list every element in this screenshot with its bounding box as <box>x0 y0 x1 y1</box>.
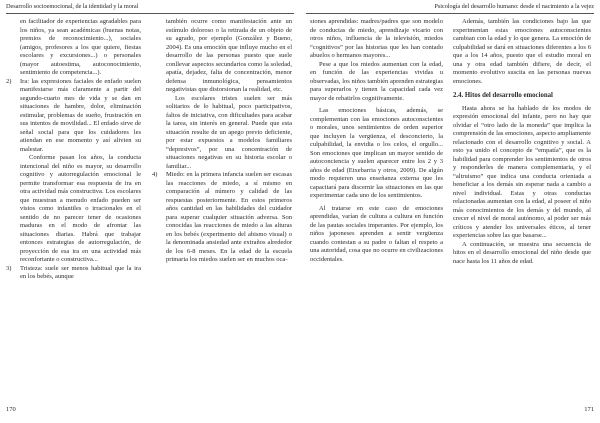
paragraph: Los escolares tristes suelen ser más solitarios de lo habitual, poco participativos, faltos de iniciativa, con dificultades para acabar la tarea, sin interés en general. Puede que esta situación resulte de un apego previo deficiente, por estar expuestos a modelos familiares “depresivos”, por una concentración de situaciones negativas en su historia escolar o familiar... <box>166 94 292 170</box>
left-page-column-2 <box>152 18 292 403</box>
section-heading: 2.4. Hitos del desarrollo emocional <box>453 92 553 99</box>
list-number: 3) <box>6 264 12 272</box>
list-item-ira <box>6 78 141 155</box>
running-head-right: Psicología del desarrollo humano: desde el nacimiento a la vejez <box>434 3 594 10</box>
paragraph: Conforme pasan los años, la conducta intencional del niño es mayor, su desarrollo cognitivo y autorregulación emocional le permite transformar esa respuesta de ira en otra actividad más constructiva. Los escolares que muestran a menudo enfado pueden ser vistos como infantiles o irracionales en el sentido de no parecer tener de ocasiones maduras en el modo de afrontar las situaciones diarias. Habrá que trabajar entonces estrategias de autorregulación, de proyección de esa ira en una actividad más reconfortante o constructiva... <box>20 154 141 263</box>
list-item-miedo <box>152 171 292 265</box>
list-number: 2) <box>6 77 12 85</box>
paragraph: Hasta ahora se ha hablado de los modos de expresión emocional del infante, pero no hay que olvidar el “otro lado de la moneda” que implica la comprensión de las emociones, aspecto ampliamente relacionado con el desarrollo cognitivo y social. A esto ya unido el concepto de “empatía”, que es la habilidad para comprender los sentimientos de otros y responderles de manera complementaria, y el “altruismo” que indica una conducta orientada a beneficiar a los demás sin esperar nada a cambio a nivel individual. Estas y otras conductas relacionadas aumentan con la edad, al poseer el niño más conocimientos de los demás y del mundo, al crecer el nivel de moral autónomo, al poder ser más críticos y atender los universales éticos, al tener experiencias sobre las que basarse... <box>453 104 591 239</box>
left-page-column-1 <box>6 18 141 403</box>
header-rule-left <box>6 13 294 14</box>
running-head-left: Desarrollo socioemocional, de la identidad y la moral <box>6 3 139 10</box>
list-number: 4) <box>152 171 158 178</box>
paragraph: Las emociones básicas, además, se complementan con las emociones autoconscientes o morales, unos sentimientos de orden superior que incluyen la vergüenza, el desconcierto, la culpabilidad, la envidia o los celos, el orgullo... Son emociones que implican un mayor sentido de autoconciencia y suelen aparecer entre los 2 y 3 años de edad (Etxebarria y otros, 2009). De algún modo requieren una enseñanza externa que les capacitará para discernir las situaciones en las que experimentar cada uno de los sentimientos. <box>310 107 443 199</box>
paragraph: A continuación, se muestra una secuencia de hitos en el desarrollo emocional del niño desde que nace hasta los 11 años de edad. <box>453 240 591 265</box>
right-page <box>300 0 600 423</box>
paragraph: Pese a que los miedos aumentan con la edad, en función de las experiencias vividas u observadas, los niños también aprenden estrategias para superarlos y tienen la capacidad cada vez mayor de rebatirlos cognitivamente. <box>310 60 443 102</box>
list-item-text: Miedo: en la primera infancia suelen ser escasas las reacciones de miedo, a sí mismo en comparación al número y calidad de las respuestas posteriormente. En estos primeros años cantidad en las habilidades del cuidador para superar cualquier situación adversa. Son conocidas las reacciones de miedo a las alturas en los bebés (experimento del abismo visual) o la denominada ansiedad ante extraños alrededor de los 6-8 meses. En la edad de la escuela primaria los miedos suelen ser en muchos oca- <box>166 171 292 263</box>
page-number-left: 170 <box>6 406 16 413</box>
list-item-text: Tristeza: suele ser menos habitual que la ira en los bebés, aunque <box>20 264 141 280</box>
paragraph: Además, también las condiciones bajo las que experimentan estas emociones autoconscientes cambian con la edad y lo que genera. La emoción de culpabilidad se dará en situaciones diferentes a los 6 que a los 14 años, puesto que el estudio moral en una y otra edad también difiere, de decir, el momento evolutivo suscita en las personas nuevas emociones. <box>453 18 591 85</box>
list-item-tristeza <box>6 265 141 282</box>
page-number-right: 171 <box>584 406 594 413</box>
right-page-column-2 <box>453 18 591 403</box>
header-rule-right <box>306 13 594 14</box>
right-page-column-1 <box>310 18 443 403</box>
paragraph: en facilitador de experiencias agradables para los niños, ya sean académicas (buenas notas, premios de reconocimiento...), sociales (amigos, profesores a los que quiere, fiestas escolares y excursiones...) o personales (mayor autoestima, autoconocimiento, sentimiento de competencia...). <box>20 18 141 76</box>
paragraph: siones aprendidas: madres/padres que son modelo de conductas de miedo, aprendizaje vicario con otros niños, influencia de la televisión, miedos “cognitivos” por las historias que les han contado abuelos o hermanos mayores... <box>310 18 443 59</box>
list-item-text: Ira: las expresiones faciales de enfado suelen manifestarse más claramente a partir del segundo-cuarto mes de vida y se dan en situaciones de hambre, dolor, eliminación estimular, problemas de sueño, frustración en sus intentos de movilidad... El enfado sirve de señal social para que los cuidadores les atiendan en ese momento y así alivien su malestar. <box>20 77 141 153</box>
paragraph: también ocurre como manifestación ante un estímulo doloroso o la retirada de un objeto de su agrado, por ejemplo (González y Bueno, 2004). Es una emoción que influye mucho en el desarrollo de las personas puesto que suele conllevar aspectos secundarios como la soledad, apatía, dejadez, falta de concentración, menor defensa inmunológica, pensamientos negativistas que distorsionan la realidad, etc. <box>166 18 292 93</box>
paragraph: Al tratarse en este caso de emociones aprendidas, varían de cultura a cultura en función de las pautas sociales imperantes. Por ejemplo, los niños japoneses aprenden a sentir vergüenza cuando contestan a su padre o faltan el respeto a una autoridad, cosa que no ocurre en civilizaciones occidentales. <box>310 204 443 263</box>
